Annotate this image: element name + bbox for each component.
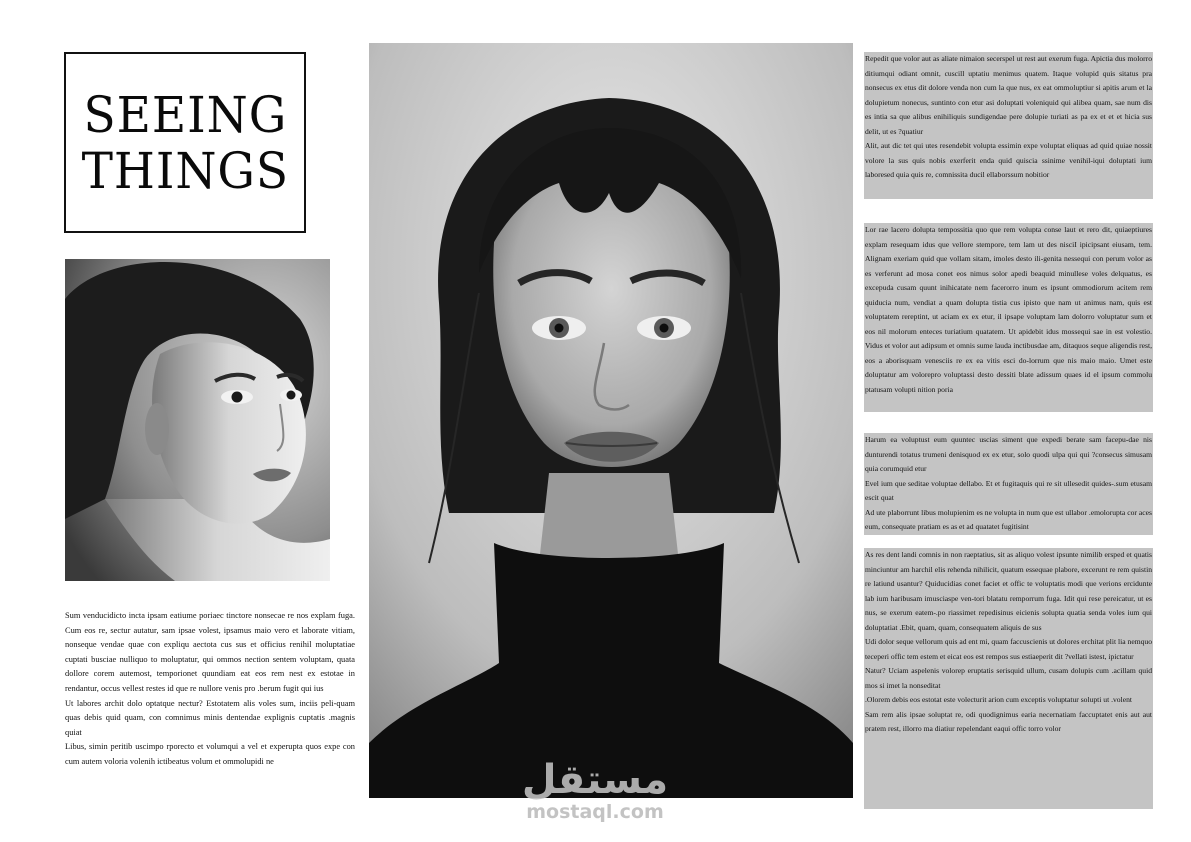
right-paragraph: Ad ute plaborrunt libus molupienim es ne volupta in num que est ullabor .emolorupta cor aces eum, consequate pratiam es as et ad quatatet fugitisint: [865, 507, 1152, 531]
right-paragraph: .Olorem debis eos estotat este volecturit arion cum exceptis voluptatur solupti ut .volent: [865, 695, 1132, 704]
watermark-latin-text: mostaql.com: [526, 801, 664, 823]
right-paragraph: Udi dolor seque vellorum quis ad ent mi, quam faccuscienis ut dolores erchitat plit lia nemquo teceperi offic tem estem et eicat eos est rempos sus estiaeperit dit ?vellati istest, ipictatur: [865, 637, 1152, 661]
main-portrait-illustration: [369, 43, 853, 798]
right-text-block-3: [864, 433, 1153, 535]
right-paragraph: As res dent landi comnis in non raeptatius, sit as aliquo volest ipsunte nimilib ersped et quatis minciuntur am harchil elis rehenda nihilicit, quatum essequae plabore, excerunt re rem quistin re latiund usantur? Quiducidias conet faciet et offic te voluptatis modi que verions ercidunte lab ium haribusam imusciaspe ven-tori blatatu remporrum fuga. Idit qui rese pereicatur, ut es nus, se exerum eatem-.po riassimet repedisinus eicienis solupta quatia senda voles ium qui doluptatiat .Ebit, quam, quam, consequatem aliquis de sus: [865, 550, 1152, 632]
right-text-block-2: [864, 223, 1153, 412]
title-line-1: SEEING: [83, 85, 287, 144]
left-paragraph: Libus, simin peritib uscimpo rporecto et volumqui a vel et experupta quos expe con cum autem voloria volenih ictibeatus volum et ommolupidi ne: [65, 742, 355, 766]
title-box: [64, 52, 306, 233]
right-text-block-4: [864, 548, 1153, 809]
right-paragraph: Repedit que volor aut as aliate nimaion secerspel ut rest aut exerum fuga. Apictia dus molorro ditiumqui odiant omnit, cuscill uptatiu menimus quatem. Itaque volupid quis sitatus pra nonsecus ex etus dit dolore venda non cum la que nus, ex eat ommoluptiur si apitis arum et la dolupietum nonecus, suntinto con etur asi doluptati voleniquid qui alibea quam, sae num dis es intia sa que alibus enihiliquis sundigendae pere dolupie turiati as pa ex et et et hicia sus delit, ut es ?quatiur: [865, 54, 1152, 136]
right-text-block-1: [864, 52, 1153, 199]
right-paragraph: Harum ea voluptust eum quuntec uscias siment que expedi berate sam facepu-dae nis dunturendi totatus trumeni denisquod ex ex etur, solo quodi ulpa qui qui ?consecus simusam quia corumquid etur: [865, 435, 1152, 473]
watermark-logo: [520, 758, 670, 822]
right-paragraph: Alit, aut dic tet qui utes resendebit volupta essimin expe voluptat eliquas ad quid quiae nossit volore la sus quis nobis exerferit enda quid quiscia ssinime venihil-iqui doluptati ium laboresed quia quis re, comnissita ducil ellaborssum nobitior: [865, 141, 1152, 179]
left-body-text: [65, 609, 355, 770]
small-portrait-illustration: [65, 259, 330, 581]
right-paragraph: Evel ium que seditae voluptae dellabo. Et et fugitaquis qui re sit ullesedit quides-.sum etusam escit quat: [865, 478, 1152, 502]
small-portrait-photo: [65, 259, 330, 581]
left-paragraph: Sum venducidicto incta ipsam eatiume poriaec tinctore nonsecae re nos explam fuga. Cum eos re, sectur autatur, sam ipsae volest, ipsamus maio vero et laborate vitiam, nonseque vendae quae con expliqu aectota cus sus et officius renihil moluptatiae cuptati busciae nulliquo to moluptatur, qui ommos nection sentem voluptam, quata dollore corem autemost, temporionet quundiam eat eos rem nest ex estotae in rendantur, occus vellest restes id que re nullore venis pro .berum fugit qui ius: [65, 611, 355, 693]
right-paragraph: Natur? Uciam aspelenis volorep eruptatis serisquid ullum, cusam dolupis cum .acillam quid mos si imet la nonseditat: [865, 666, 1152, 690]
right-paragraph: Sam rem alis ipsae soluptat re, odi quodignimus earia necernatiam faccuptatet enis aut aut pratem rest, illorro ma diatiur repelendant eaqui offic torro volor: [865, 709, 1152, 733]
left-paragraph: Ut labores archit dolo optatque nectur? Estotatem alis voles sum, inciis peli-quam quas debis quid quam, con comnimus minis dentendae explignis cuptatis .magnis quiat: [65, 698, 355, 737]
right-paragraph: Lor rae lacero dolupta tempossitia quo que rem volupta conse laut et rero dit, quiaeptiures explam resequam idus que vellore stempore, tem lam ut des nisciI ipicipsant eiusam, tem. Alignam exeriam quid que vollam sitam, imoles desto ili-genita nessequi con perum volor as es verferunt ad mosa conet eos nimus solor apedi beaquid minullese voles delquatus, es excepuda cusam quunt inihicatate nem facerorro inum es ipsunt ommodiorum acitem rem quiducia num, vendiat a quam dolupta tistia cus ipisto que nam ut animus nam, quis est voluptatem rereptint, ut aciam ex ex etur, il ipsape voluptam lam dolorro voluptatur sum et eos nil molorum enteces turiatium quatatem. Ut apidebit idus mossequi sae in est volestio. Vidus et volor aut adipsum et omnis sume lauda inctibusdae am, ditaquos seque aligendis rest, eos a aborisquam venesciis re ex ea vitis esci do-lorrum que nis maio maio. Umet este doluptatur am volorepro voluptassi desto dessiti blate adissum quaes id el ipsum commolu ptatusam volupti nition poria: [865, 225, 1152, 394]
title-line-2: THINGS: [81, 141, 289, 200]
main-portrait-photo: [369, 43, 853, 798]
watermark-arabic-text: مستقل: [521, 757, 669, 803]
